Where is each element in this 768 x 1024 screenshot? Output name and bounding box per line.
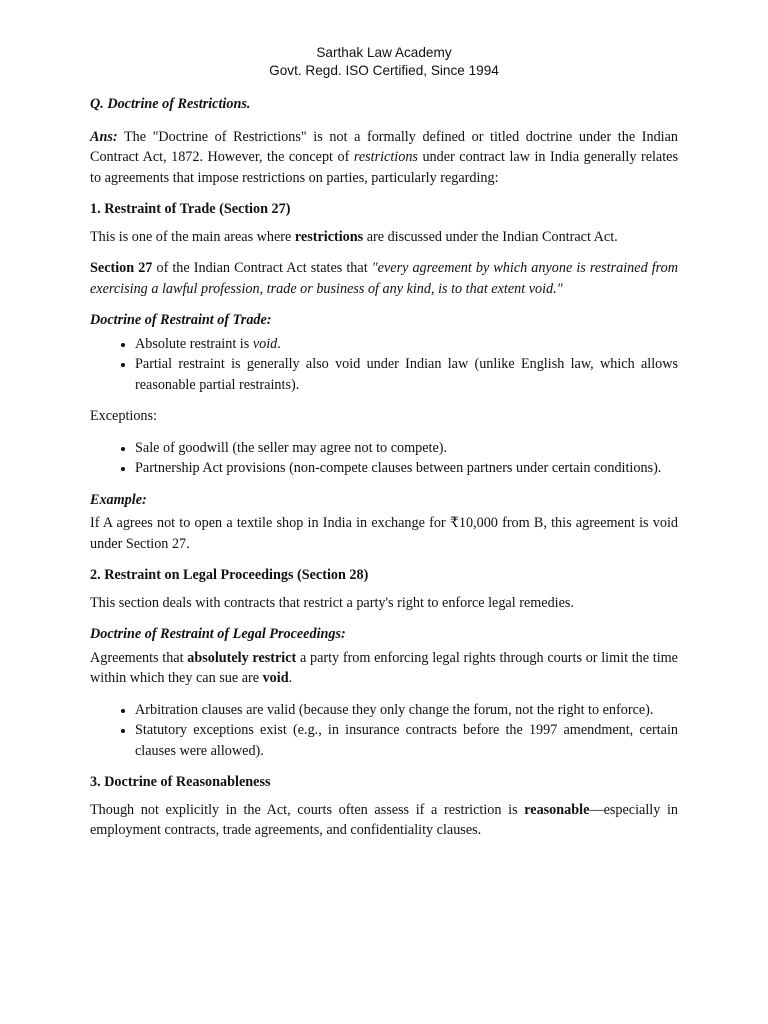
answer-text-a: The "Doctrine of Restrictions" is not a formally defined or titled doctrine under the Indian Contract Act, 1872. However, the concept of (90, 128, 678, 165)
section1-subhead: Doctrine of Restraint of Trade: (90, 312, 272, 328)
section1-heading: 1. Restraint of Trade (Section 27) (90, 201, 291, 217)
list-item: • Partnership Act provisions (non-compete clauses between partners under certain conditions). (135, 458, 678, 479)
list-item: • Statutory exceptions exist (e.g., in insurance contracts before the 1997 amendment, certain clauses were allowed). (135, 720, 678, 761)
answer-text-em: restrictions (353, 149, 418, 165)
section3-para1-text-b: —especially in employment contracts, trade agreements, and confidentiality clauses. (90, 801, 678, 838)
section1-para1 (90, 227, 678, 248)
section27-quote: "every agreement by which anyone is restrained from exercising a lawful profession, trade or business of any kind, is to that extent void." (90, 260, 679, 297)
section1-para2-bold: Section 27 (90, 260, 153, 276)
section1-para2 (90, 258, 678, 299)
answer-label: Ans: (90, 128, 118, 145)
document-header (90, 44, 678, 80)
header-academy-name: Sarthak Law Academy (316, 45, 452, 60)
header-tagline: Govt. Regd. ISO Certified, Since 1994 (269, 63, 499, 78)
section2-para1: This section deals with contracts that restrict a party's right to enforce legal remedies. (90, 594, 574, 611)
section3-heading: 3. Doctrine of Reasonableness (90, 774, 271, 790)
section2-para2-text-b: a party from enforcing legal rights through courts or limit the time within which they can sue are (90, 649, 678, 686)
section2-para2 (90, 648, 678, 689)
section1-para1-text-a: This is one of the main areas where (90, 228, 295, 245)
list-item: • Partial restraint is generally also void under Indian law (unlike English law, which allows reasonable partial restraints). (135, 354, 678, 395)
section1-bullet-list (90, 334, 678, 396)
section3-para1-bold: reasonable (524, 801, 590, 818)
answer-intro (90, 127, 678, 189)
example-text: If A agrees not to open a textile shop in India in exchange for ₹10,000 from B, this agreement is void under Section 27. (90, 515, 678, 552)
section2-bullet-list (90, 700, 678, 762)
section2-para2-text-a: Agreements that (90, 649, 188, 666)
bullet1-text-b: . (277, 335, 281, 352)
section1-para1-text-b: are discussed under the Indian Contract Act. (363, 228, 618, 245)
exceptions-label: Exceptions: (90, 408, 157, 424)
list-item: • Arbitration clauses are valid (because they only change the forum, not the right to enforce). (135, 700, 678, 721)
bullet1-text-a: Absolute restraint is (135, 335, 253, 352)
section1-para2-text: of the Indian Contract Act states that (152, 260, 372, 276)
section2-heading: 2. Restraint on Legal Proceedings (Section 28) (90, 567, 369, 583)
question-title: Q. Doctrine of Restrictions. (90, 96, 251, 112)
list-item: • Sale of goodwill (the seller may agree not to compete). (135, 438, 678, 459)
section2-para2-bold: absolutely restrict (187, 649, 297, 666)
section2-para2-text-c: . (288, 670, 293, 686)
section2-para2-bold2: void (262, 670, 289, 686)
example-label: Example: (90, 491, 147, 508)
section1-para1-bold: restrictions (294, 228, 364, 245)
answer-text-b: under contract law in India generally relates to agreements that impose restrictions on parties, particularly regarding: (90, 149, 678, 186)
list-item (135, 334, 678, 355)
exceptions-list (90, 438, 678, 479)
section2-subhead: Doctrine of Restraint of Legal Proceedings: (90, 626, 346, 642)
section3-para1 (90, 800, 678, 841)
bullet1-em: void (252, 335, 278, 352)
section3-para1-text-a: Though not explicitly in the Act, courts often assess if a restriction is (90, 801, 525, 818)
